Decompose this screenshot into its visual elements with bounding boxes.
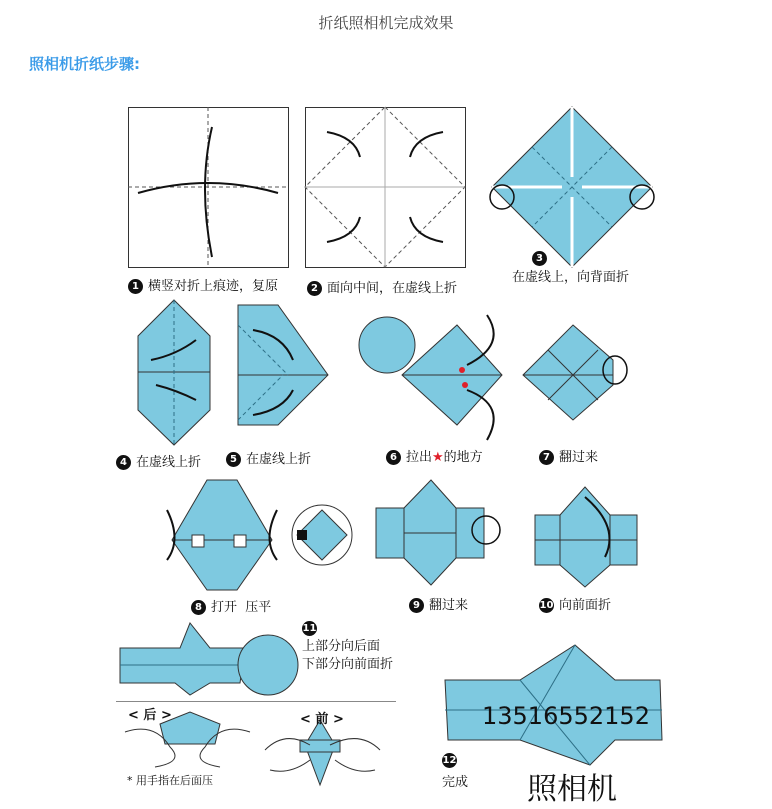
step-11-label — [302, 620, 393, 674]
step-number-badge: 6 — [386, 450, 401, 465]
section-title: 照相机折纸步骤: — [29, 55, 140, 73]
hands-front-label: < 前 > — [300, 712, 344, 727]
hands-front-illustration — [265, 720, 380, 785]
watermark-phone: 13516552152 — [482, 702, 650, 730]
page-title: 折纸照相机完成效果 — [318, 14, 454, 32]
step-text: 完成 — [442, 775, 469, 790]
step-text: 在虚线上折 — [136, 455, 202, 470]
step-number-badge: 1 — [128, 279, 143, 294]
step-11-diagram — [120, 623, 300, 695]
step-6-diagram — [357, 315, 517, 445]
step-3-label — [512, 251, 629, 285]
step-number-badge: 12 — [442, 755, 457, 766]
hands-note: * 用手指在后面压 — [127, 774, 213, 787]
step-3-diagram — [490, 107, 655, 267]
step-text: 的地方 — [443, 450, 483, 465]
step-text: 向前面折 — [559, 598, 612, 613]
step-2-label — [307, 277, 457, 296]
step-number-badge: 7 — [539, 450, 554, 465]
step-number-badge: 8 — [191, 600, 206, 615]
step-number-badge: 9 — [409, 598, 424, 613]
step-2-diagram — [305, 107, 467, 269]
step-text: 打开 压平 — [211, 600, 272, 615]
step-text: 横竖对折上痕迹，复原 — [148, 279, 279, 294]
step-1-label — [128, 275, 278, 294]
step-text: 上部分向后面 — [302, 639, 381, 654]
step-text: 翻过来 — [429, 598, 469, 613]
step-number-badge: 4 — [116, 455, 131, 470]
step-10-diagram — [535, 487, 637, 587]
step-6-label — [386, 446, 483, 465]
step-12-label — [442, 750, 468, 794]
step-number-badge: 11 — [302, 623, 317, 634]
step-text: 在虚线上，向背面折 — [512, 270, 630, 285]
step-number-badge: 10 — [539, 600, 554, 611]
step-text: 在虚线上折 — [246, 452, 312, 467]
step-5-diagram — [238, 305, 330, 425]
step-7-label — [539, 446, 598, 465]
step-1-diagram — [128, 107, 290, 269]
step-number-badge: 5 — [226, 452, 241, 467]
step-8-diagram — [162, 480, 352, 590]
step-9-diagram — [376, 480, 526, 585]
step-9-label — [409, 594, 468, 613]
step-text: 翻过来 — [559, 450, 599, 465]
step-8-label — [191, 596, 271, 615]
step-7-diagram — [523, 325, 648, 420]
step-5-label — [226, 448, 311, 467]
step-4-diagram — [136, 300, 212, 445]
step-text: 面向中间，在虚线上折 — [327, 281, 458, 296]
step-4-label — [116, 451, 201, 470]
final-caption: 照相机 — [527, 772, 617, 807]
divider — [116, 701, 396, 702]
step-number-badge: 3 — [532, 251, 547, 266]
step-number-badge: 2 — [307, 281, 322, 296]
hands-back-label: < 后 > — [128, 708, 172, 723]
step-text: 拉出 — [406, 450, 433, 465]
step-text: 下部分向前面折 — [302, 657, 394, 672]
step-10-label — [539, 594, 611, 613]
star-icon: ★ — [432, 450, 444, 465]
